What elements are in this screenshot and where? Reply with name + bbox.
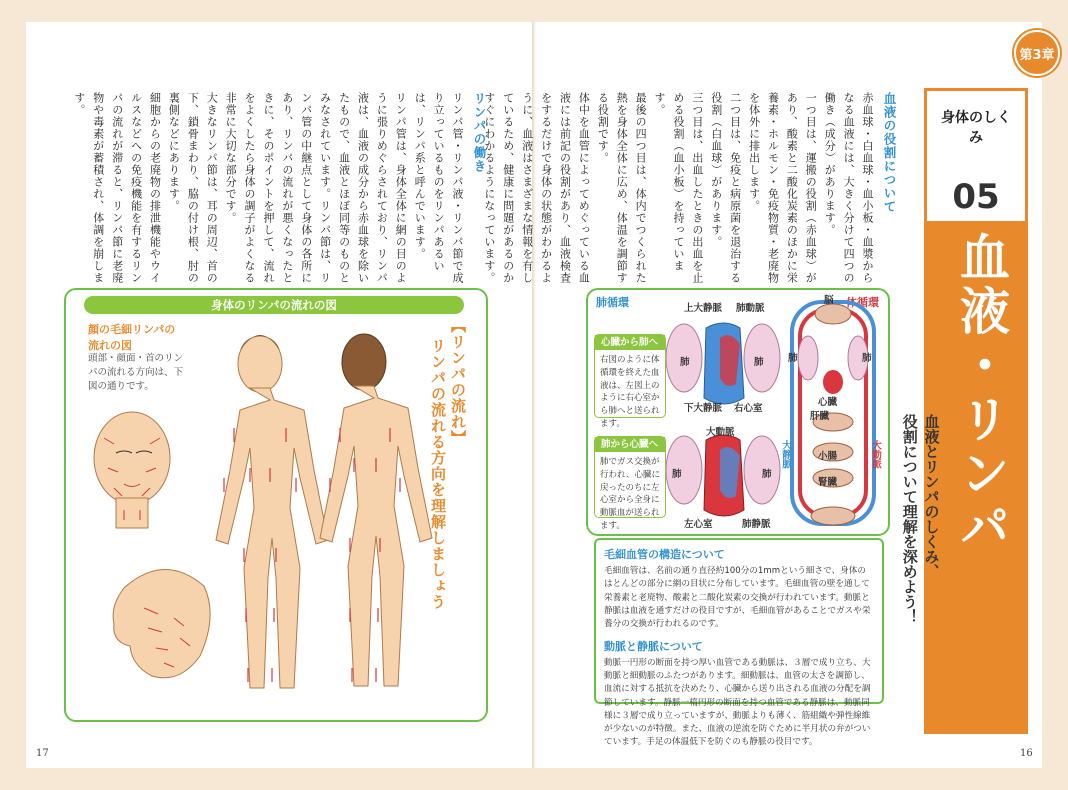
face-front-illustration (94, 412, 170, 528)
lymph-figure-title: 身体のリンパの流れの図 (84, 296, 464, 314)
heart-to-lung-box (594, 334, 666, 429)
face-lymph-heading: 顔の毛細リンパの流れの図 (88, 323, 176, 352)
label-artery: 大動脈 (870, 440, 881, 469)
section-number: 05 (952, 177, 1000, 217)
heart-to-lung-text: 右図のように体循環を終えた血液は、左図上のように右心室から肺へと送られます。 (600, 355, 660, 429)
label-ra: 右心室 (734, 403, 763, 414)
artery-vein-heading: 動脈と静脈について (604, 639, 703, 653)
label-lung-5: 肺 (788, 353, 798, 364)
heart-to-lung-title: 心臓から肺へ (595, 335, 665, 350)
lymph-illustration (64, 288, 484, 718)
label-lung-6: 肺 (862, 353, 872, 364)
blood-para-4: 三つ目は、出血したときの出血を止める役割（血小板）を持っています。 (653, 92, 704, 284)
label-lung-2: 肺 (754, 357, 764, 368)
blood-para-6: 体中を血管によってめぐっている血液には前記の役割があり、血液検査をするだけで身体の状態がわかるように、血液はさまざまな情報を有しているため、健康に問題があるのかすぐにわかるようになっています。 (482, 92, 591, 284)
blood-para-5: 最後の四つ目は、体内でつくられた熱を身体全体に広め、体温を調節する役割です。 (596, 92, 648, 284)
lung-to-heart-title: 肺から心臓へ (595, 437, 665, 452)
body-front-illustration (216, 335, 328, 688)
capillary-text: 毛細血管は、名前の通り直径約100分の1mmという細さで、身体のはとんどの部分に網の目状に分布しています。毛細血管の壁を通して栄養素と老廃物、酸素と二酸化炭素の交換が行われています。動脈と静脈は血液を通すだけの役目ですが、毛細血管があることでガスや栄養分の交換が行われるのです。 (604, 566, 871, 630)
lymph-body (72, 92, 466, 286)
page-subtitle (898, 414, 942, 624)
blood-para-1: 赤血球・白血球・血小板・血漿からなる血液には、大きく分けて四つの働き（成分）があります。 (823, 92, 874, 284)
lung-to-heart-box (594, 436, 666, 531)
artery-vein-text: 動脈一円形の断面を持つ厚い血管である動脈は、３層で成り立ち、大動脈と細動脈のふたつがあります。細動脈は、血管の太さを調節し、血流に対する抵抗を決めたり、心臓から送り出される血液の分配を調節しています。静脈一楕円形の断面を持つ血管である静脈は、動脈同様に３層で成り立っていますが、動脈よりも薄く、筋組織や弾性線維が少ないのが特徴。また、血液の逆流を防ぐために半月状の弁がついています。手足の体温低下を防ぐのも静脈の役目です。 (604, 657, 871, 748)
label-lv: 左心室 (684, 519, 713, 530)
label-pulmonary: 肺循環 (596, 296, 629, 309)
lymph-para-1: リンパ管・リンパ液・リンパ節で成り立っているものをリンパあるいは、リンパ系と呼んでいます。 (413, 92, 464, 284)
lymph-para-4: 細胞からの老廃物の排泄機能やウイルスなどへの免疫機能を有するリンパの流れが滞ると、リンパ節に老廃物や毒素が蓄積され、体調を崩します。 (72, 92, 162, 284)
label-brain: 脳 (824, 295, 834, 306)
blood-body (482, 92, 876, 286)
lymph-vertical-title-2: リンパの流れる方向を理解しましょう (429, 338, 447, 610)
lymph-heading: リンパの働き (472, 92, 487, 173)
label-heart: 心臓 (818, 397, 838, 408)
capillary-heading: 毛細血管の構造について (604, 548, 725, 561)
lymph-para-2: リンパ管は、身体全体に網の目のように張りめぐらされており、リンパ液は、血液の成分から赤血球を除いたもので、血液とほぼ同等のものとみなされています。リンパ節は、リンパ管の中継点として身体の各所にあり、リンパの流れが悪くなったときに、そのポイントを押して、流れをよくしたら身体の調子がよくなる非常に大切な部分です。 (224, 92, 408, 284)
systemic-loop (792, 302, 874, 525)
blood-heading: 血液の役割について (882, 92, 897, 214)
face-side-illustration (113, 569, 210, 677)
label-kidney: 腎臓 (818, 477, 838, 488)
face-lymph-note: 頭部・顔面・首のリンパの流れる方向は、下図の通りです。 (88, 353, 184, 392)
page-number-left: 17 (36, 748, 49, 759)
label-ivc: 下大静脈 (684, 403, 723, 414)
label-svc: 上大静脈 (684, 303, 723, 314)
chapter-badge: 第3章 (1014, 30, 1060, 76)
page-title: 血液・リンパ (952, 231, 1010, 555)
subtitle-line-1: 血液とリンパのしくみ、 (922, 414, 941, 579)
label-liver: 肝臓 (810, 411, 830, 422)
body-back-illustration (320, 334, 432, 686)
label-aorta: 大動脈 (706, 427, 735, 438)
label-lung-3: 肺 (672, 469, 682, 480)
section-label: 身体のしくみ (941, 110, 1011, 146)
label-lung-1: 肺 (680, 357, 690, 368)
label-small-intestine: 小腸 (818, 451, 838, 462)
lymph-vertical-title-1: 【リンパの流れ】 (449, 318, 467, 446)
label-pa: 肺動脈 (736, 303, 765, 314)
subtitle-line-2: 役割について理解を深めよう！ (900, 414, 919, 624)
page-number-right: 16 (1020, 748, 1033, 759)
lung-to-heart-text: 肺でガス交換が行われ、心臓に戻ったのちに左心室から全身に動脈血が送られます。 (600, 457, 661, 531)
label-lung-4: 肺 (762, 469, 772, 480)
label-systemic: 体循環 (846, 296, 879, 309)
blood-para-3: 二つ目は、免疫と病原菌を退治する役割（白血球）があります。 (709, 92, 742, 284)
lymph-para-3: 大きなリンパ節は、耳の周辺、首の下、鎖骨まわり、脇の付け根、肘の裏側などにあります。 (167, 92, 219, 284)
label-vena-cava: 大静脈 (780, 440, 791, 469)
capillary-box (594, 538, 884, 748)
label-pv: 肺静脈 (742, 519, 771, 530)
title-block (924, 88, 1028, 734)
blood-para-2: 一つ目は、運搬の役割（赤血球）があり、酸素と二酸化炭素のほかに栄養素・ホルモン・免疫物質・老廃物を体外に排出します。 (747, 92, 818, 284)
